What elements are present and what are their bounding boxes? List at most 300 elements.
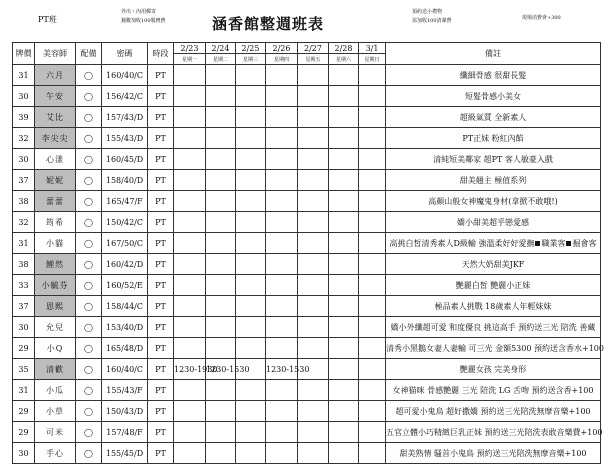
row-note (386, 254, 601, 275)
row-note (386, 170, 601, 191)
schedule-cell (266, 128, 298, 149)
schedule-cell (329, 380, 359, 401)
row-time: PT (148, 254, 174, 275)
row-id: 31 (13, 65, 35, 86)
row-note (386, 359, 601, 380)
table-row (13, 170, 601, 191)
schedule-cell (266, 317, 298, 338)
row-mark: ◯ (76, 191, 102, 212)
col-header-assign: 配備 (76, 43, 102, 65)
schedule-cell (266, 254, 298, 275)
table-row (13, 401, 601, 422)
row-mark: ◯ (76, 443, 102, 464)
schedule-cell (359, 149, 386, 170)
row-note (386, 401, 601, 422)
schedule-cell (266, 296, 298, 317)
row-measure: 150/42/C (102, 212, 148, 233)
row-measure: 160/40/C (102, 359, 148, 380)
row-mark: ◯ (76, 149, 102, 170)
schedule-cell (359, 317, 386, 338)
row-mark: ◯ (76, 275, 102, 296)
row-mark: ◯ (76, 380, 102, 401)
weekday-header: 星期五 (298, 54, 329, 65)
schedule-cell (329, 317, 359, 338)
row-time: PT (148, 422, 174, 443)
schedule-cell (206, 170, 236, 191)
col-header-name: 美容師 (35, 43, 76, 65)
row-id: 32 (13, 128, 35, 149)
square-icon (566, 241, 571, 246)
row-note (386, 191, 601, 212)
schedule-cell (236, 170, 266, 191)
header-note-right-3: 現場消費會+300 (522, 15, 561, 21)
row-note-text: 極品素人挑戰 18歲素人年輕妹妹 (434, 301, 552, 311)
row-time: PT (148, 233, 174, 254)
schedule-cell (359, 380, 386, 401)
row-name: 小Q (35, 338, 76, 359)
row-note (386, 212, 601, 233)
row-name: 妮妮 (35, 170, 76, 191)
schedule-cell (236, 86, 266, 107)
row-name: 手心 (35, 443, 76, 464)
schedule-cell (359, 359, 386, 380)
schedule-cell (329, 86, 359, 107)
table-row (13, 359, 601, 380)
schedule-cell (236, 401, 266, 422)
row-note-text: 高挑白皙清秀素人D級輸 強溫柔好好愛撫 (389, 238, 535, 248)
row-measure: 165/48/D (102, 338, 148, 359)
row-id: 38 (13, 191, 35, 212)
schedule-cell (359, 296, 386, 317)
date-header: 3/1 (359, 43, 386, 54)
row-mark: ◯ (76, 170, 102, 191)
row-time: PT (148, 107, 174, 128)
row-id: 39 (13, 107, 35, 128)
row-name: 恩熙 (35, 296, 76, 317)
row-note-text: 甜美熟情 騷首小鬼鳥 預約送三光陪洗無摩音樂+100 (399, 448, 587, 458)
schedule-cell (298, 338, 329, 359)
schedule-cell (266, 380, 298, 401)
schedule-cell (206, 275, 236, 296)
header-note-right-2: 需加收100清潔費 (412, 18, 452, 24)
row-note-tail: 掘會客 (572, 238, 597, 248)
schedule-cell (206, 149, 236, 170)
row-measure: 158/44/C (102, 296, 148, 317)
row-note (386, 275, 601, 296)
row-id: 35 (13, 359, 35, 380)
schedule-cell (329, 254, 359, 275)
row-mark: ◯ (76, 107, 102, 128)
schedule-cell (359, 338, 386, 359)
schedule-cell (174, 212, 206, 233)
schedule-cell (236, 443, 266, 464)
row-mark: ◯ (76, 338, 102, 359)
schedule-cell (359, 443, 386, 464)
weekday-header: 星期三 (236, 54, 266, 65)
row-id: 29 (13, 338, 35, 359)
schedule-cell (236, 422, 266, 443)
row-note-text: 天然大奶甜美JKF (461, 259, 525, 269)
schedule-cell (174, 254, 206, 275)
schedule-cell (174, 86, 206, 107)
schedule-cell (359, 128, 386, 149)
schedule-cell (206, 86, 236, 107)
row-note-text: 高顏山般女神魔鬼身材(拿掀不敢哦!) (428, 196, 558, 206)
row-measure: 160/52/E (102, 275, 148, 296)
schedule-cell (298, 296, 329, 317)
header-note-left-2: 鐘數加收100服務費 (121, 18, 166, 24)
schedule-cell (174, 422, 206, 443)
schedule-cell (298, 401, 329, 422)
schedule-cell (174, 380, 206, 401)
table-row (13, 65, 601, 86)
row-time: PT (148, 443, 174, 464)
row-measure: 157/48/F (102, 422, 148, 443)
schedule-cell (329, 65, 359, 86)
table-row (13, 212, 601, 233)
schedule-cell (329, 170, 359, 191)
schedule-cell (329, 107, 359, 128)
row-time: PT (148, 191, 174, 212)
schedule-cell (266, 401, 298, 422)
schedule-cell (206, 191, 236, 212)
date-header: 2/27 (298, 43, 329, 54)
schedule-cell (236, 275, 266, 296)
schedule-cell (236, 317, 266, 338)
schedule-cell (298, 233, 329, 254)
schedule-cell (236, 254, 266, 275)
row-id: 38 (13, 254, 35, 275)
row-note-text: 女神猫咪 骨感艷麗 三光 陪洗 LG 舌吻 預約送含香+100 (392, 385, 594, 395)
row-name: 心漾 (35, 149, 76, 170)
row-mark: ◯ (76, 254, 102, 275)
schedule-cell (359, 233, 386, 254)
schedule-cell (206, 380, 236, 401)
sheet-header (0, 0, 600, 42)
schedule-cell (298, 149, 329, 170)
row-id: 29 (13, 401, 35, 422)
row-time: PT (148, 128, 174, 149)
row-id: 30 (13, 317, 35, 338)
date-header: 2/24 (206, 43, 236, 54)
date-header: 2/23 (174, 43, 206, 54)
schedule-table (12, 42, 604, 464)
weekday-header: 星期六 (329, 54, 359, 65)
row-note (386, 65, 601, 86)
schedule-cell (298, 191, 329, 212)
schedule-cell (236, 107, 266, 128)
schedule-cell: 1230-1530 (266, 359, 298, 380)
date-header: 2/26 (266, 43, 298, 54)
schedule-cell (206, 443, 236, 464)
row-mark: ◯ (76, 212, 102, 233)
row-id: 30 (13, 443, 35, 464)
schedule-cell (206, 212, 236, 233)
row-id: 33 (13, 275, 35, 296)
table-row (13, 254, 601, 275)
schedule-cell (266, 275, 298, 296)
schedule-cell (266, 170, 298, 191)
schedule-cell (266, 338, 298, 359)
row-id: 31 (13, 380, 35, 401)
row-name: 可米 (35, 422, 76, 443)
row-note-text: PT正妹 粉紅內餡 (462, 133, 524, 143)
schedule-cell (359, 422, 386, 443)
schedule-cell (206, 107, 236, 128)
table-row (13, 275, 601, 296)
row-name: 艾比 (35, 107, 76, 128)
schedule-cell (298, 86, 329, 107)
schedule-cell (329, 296, 359, 317)
table-row (13, 338, 601, 359)
schedule-cell (236, 212, 266, 233)
schedule-cell (174, 65, 206, 86)
row-note (386, 86, 601, 107)
schedule-cell (266, 86, 298, 107)
schedule-cell (236, 65, 266, 86)
row-mark: ◯ (76, 65, 102, 86)
row-note-text: 嬌小甜美超乎戀愛感 (457, 217, 529, 227)
schedule-cell: 1230-1930 (174, 359, 206, 380)
schedule-cell (266, 422, 298, 443)
row-time: PT (148, 149, 174, 170)
schedule-cell (266, 65, 298, 86)
schedule-cell (174, 233, 206, 254)
row-time: PT (148, 317, 174, 338)
row-time: PT (148, 296, 174, 317)
date-header: 2/28 (329, 43, 359, 54)
schedule-cell (298, 275, 329, 296)
row-measure: 167/50/C (102, 233, 148, 254)
row-name: 鯉然 (35, 254, 76, 275)
schedule-cell (359, 191, 386, 212)
square-icon (535, 241, 540, 246)
row-measure: 157/43/D (102, 107, 148, 128)
pt-label: PT班 (38, 15, 57, 24)
row-measure: 155/45/D (102, 443, 148, 464)
schedule-cell (236, 191, 266, 212)
schedule-cell (298, 212, 329, 233)
table-row (13, 128, 601, 149)
schedule-cell (174, 317, 206, 338)
row-mark: ◯ (76, 422, 102, 443)
row-time: PT (148, 170, 174, 191)
row-measure: 165/47/F (102, 191, 148, 212)
row-note (386, 296, 601, 317)
col-header-measure: 密碼 (102, 43, 148, 65)
schedule-cell (266, 191, 298, 212)
schedule-cell (329, 422, 359, 443)
schedule-cell (266, 233, 298, 254)
schedule-cell (266, 443, 298, 464)
schedule-cell (206, 422, 236, 443)
row-time: PT (148, 86, 174, 107)
schedule-cell (329, 338, 359, 359)
schedule-cell (206, 128, 236, 149)
row-mark: ◯ (76, 86, 102, 107)
schedule-cell (298, 128, 329, 149)
schedule-cell (329, 443, 359, 464)
schedule-cell (236, 338, 266, 359)
row-mark: ◯ (76, 401, 102, 422)
weekday-header: 星期日 (359, 54, 386, 65)
row-name: 允兒 (35, 317, 76, 338)
schedule-cell (359, 170, 386, 191)
schedule-cell (329, 149, 359, 170)
row-note-text: 短髮骨感小美女 (465, 91, 521, 101)
row-id: 37 (13, 296, 35, 317)
row-name: 李尖尖 (35, 128, 76, 149)
schedule-cell (329, 191, 359, 212)
schedule-cell (329, 128, 359, 149)
schedule-cell (359, 275, 386, 296)
row-note (386, 233, 601, 254)
row-note (386, 107, 601, 128)
row-id: 30 (13, 149, 35, 170)
col-header-id: 牌價 (13, 43, 35, 65)
schedule-cell (298, 170, 329, 191)
schedule-cell (266, 107, 298, 128)
schedule-cell (359, 107, 386, 128)
table-row (13, 443, 601, 464)
weekday-header: 星期四 (266, 54, 298, 65)
row-note-text: 五官立體小巧精緻巨乳正妹 預約送三光陪洗表敢音樂費+100 (386, 427, 603, 437)
schedule-cell: 1230-1530 (206, 359, 236, 380)
schedule-cell (298, 317, 329, 338)
schedule-cell (174, 443, 206, 464)
schedule-cell (174, 296, 206, 317)
row-time: PT (148, 275, 174, 296)
row-id: 32 (13, 212, 35, 233)
schedule-cell (174, 107, 206, 128)
row-note-text: 艷麗女孩 完美身形 (459, 364, 527, 374)
schedule-cell (174, 170, 206, 191)
row-name: 筠希 (35, 212, 76, 233)
row-note-text: 嬌小外纖超可愛 和度優良 挑這高手 預約送三光 陪洗 善藏 (390, 322, 596, 332)
schedule-cell (206, 317, 236, 338)
schedule-cell (298, 380, 329, 401)
page-title: 涵香館整週班表 (212, 15, 325, 33)
schedule-cell (266, 212, 298, 233)
table-row (13, 149, 601, 170)
schedule-cell (174, 149, 206, 170)
row-measure: 160/40/C (102, 65, 148, 86)
table-row (13, 380, 601, 401)
row-note (386, 149, 601, 170)
row-name: 小瓜 (35, 380, 76, 401)
schedule-cell (206, 296, 236, 317)
row-name: 小毓芬 (35, 275, 76, 296)
row-mark: ◯ (76, 296, 102, 317)
schedule-cell (206, 233, 236, 254)
row-name: 清歡 (35, 359, 76, 380)
row-id: 37 (13, 170, 35, 191)
row-note (386, 338, 604, 359)
schedule-cell (359, 254, 386, 275)
row-note (386, 443, 601, 464)
header-note-left-1: 外出・內用郵寄 (121, 9, 157, 15)
schedule-cell (174, 401, 206, 422)
table-row (13, 296, 601, 317)
schedule-cell (236, 128, 266, 149)
row-time: PT (148, 380, 174, 401)
row-id: 30 (13, 86, 35, 107)
schedule-cell (298, 65, 329, 86)
row-note-text: 超可愛小鬼鳥 超好撒嬌 預約送三光陪洗無摩音樂+100 (395, 406, 591, 416)
schedule-cell (266, 149, 298, 170)
row-time: PT (148, 65, 174, 86)
schedule-cell (206, 254, 236, 275)
row-measure: 158/40/D (102, 170, 148, 191)
row-note-text: 清秀小黑鵝女妻人妻輸 可三光 金額5300 預約送含香水+100 (386, 343, 604, 353)
table-row (13, 86, 601, 107)
schedule-cell (236, 380, 266, 401)
schedule-cell (329, 275, 359, 296)
schedule-cell (329, 233, 359, 254)
row-note (386, 422, 601, 443)
row-time: PT (148, 359, 174, 380)
row-note-text: 甜美翹主 極值系列 (459, 175, 527, 185)
schedule-cell (174, 275, 206, 296)
row-note-text: 清純短美鄰家 超PT 客人敏豪入戲 (433, 154, 553, 164)
schedule-cell (206, 401, 236, 422)
row-mark: ◯ (76, 317, 102, 338)
date-header: 2/25 (236, 43, 266, 54)
row-time: PT (148, 212, 174, 233)
schedule-cell (174, 191, 206, 212)
schedule-cell (236, 296, 266, 317)
schedule-cell (329, 212, 359, 233)
row-id: 31 (13, 233, 35, 254)
schedule-cell (236, 149, 266, 170)
row-note-tail: 職業客 (541, 238, 566, 248)
schedule-cell (359, 65, 386, 86)
row-name: 小貓 (35, 233, 76, 254)
schedule-cell (206, 65, 236, 86)
schedule-cell (298, 254, 329, 275)
row-measure: 160/42/D (102, 254, 148, 275)
schedule-cell (236, 233, 266, 254)
row-mark: ◯ (76, 359, 102, 380)
schedule-cell (359, 212, 386, 233)
weekday-header: 星期二 (206, 54, 236, 65)
table-row (13, 317, 601, 338)
row-measure: 155/43/D (102, 128, 148, 149)
table-row (13, 422, 601, 443)
schedule-cell (359, 401, 386, 422)
row-measure: 160/45/D (102, 149, 148, 170)
row-measure: 155/43/F (102, 380, 148, 401)
row-name: 午安 (35, 86, 76, 107)
row-id: 29 (13, 422, 35, 443)
schedule-cell (298, 422, 329, 443)
schedule-cell (174, 128, 206, 149)
row-note (386, 317, 601, 338)
schedule-cell (329, 401, 359, 422)
schedule-cell (298, 107, 329, 128)
schedule-cell (298, 443, 329, 464)
row-time: PT (148, 401, 174, 422)
table-row (13, 233, 601, 254)
row-name: 六月 (35, 65, 76, 86)
schedule-cell (206, 338, 236, 359)
table-row (13, 191, 601, 212)
row-measure: 156/42/C (102, 86, 148, 107)
row-note-text: 艷麗白皙 艷麗小正妹 (455, 280, 531, 290)
header-note-right-1: 預約送小禮物 (412, 9, 443, 15)
row-name: 小草 (35, 401, 76, 422)
schedule-cell (329, 359, 359, 380)
